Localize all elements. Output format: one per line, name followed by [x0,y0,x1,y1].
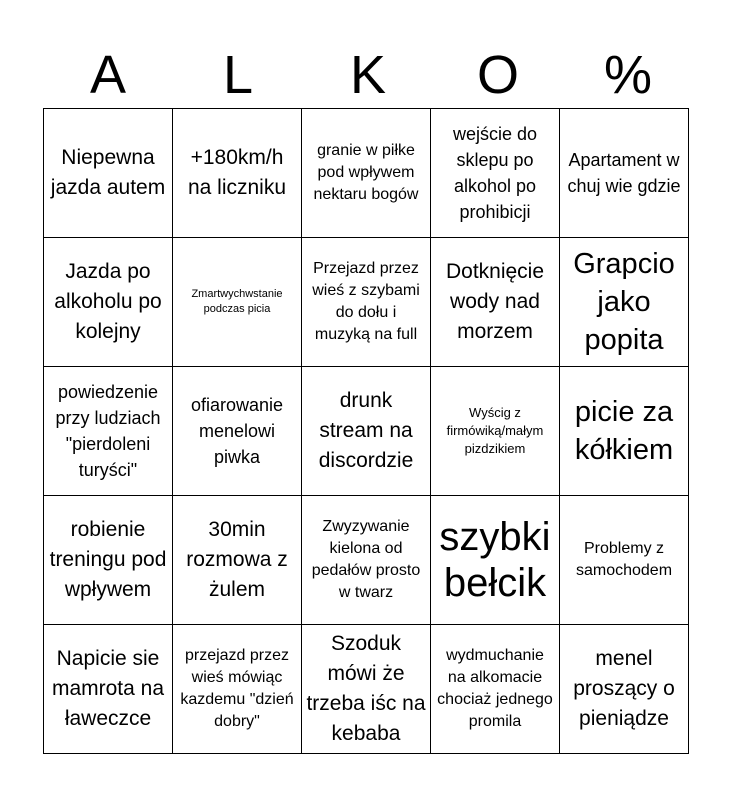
bingo-cell[interactable] [560,625,689,754]
cell-text: ofiarowanie menelowi piwka [190,395,284,467]
bingo-cell[interactable] [431,367,560,496]
header-letter-l: L [222,45,254,105]
bingo-cell[interactable] [173,109,302,238]
bingo-cell[interactable] [44,625,173,754]
bingo-cell[interactable] [431,625,560,754]
bingo-cell[interactable] [560,367,689,496]
cell-text: Zwyzywanie kielona od pedałów prosto w twarz [311,518,421,601]
bingo-cell[interactable] [560,238,689,367]
bingo-cell[interactable] [302,109,431,238]
bingo-cell[interactable] [560,496,689,625]
header-letter-percent: % [603,45,652,105]
bingo-cell[interactable] [173,238,302,367]
bingo-cell[interactable] [173,496,302,625]
cell-text: Zmartwychwstanie podczas picia [191,288,283,315]
bingo-cell[interactable] [44,238,173,367]
cell-text: Napicie sie mamrota na ławeczce [51,647,165,730]
cell-text: przejazd przez wieś mówiąc kazdemu "dzień dobry" [180,647,294,730]
header-letter-k: K [349,45,387,105]
cell-text: wejście do sklepu po alkohol po prohibicji [452,124,538,222]
cell-text: robienie treningu pod wpływem [49,518,167,601]
bingo-cell[interactable] [560,109,689,238]
cell-text: Grapcio jako popita [573,248,675,356]
bingo-cell[interactable] [44,367,173,496]
cell-text: powiedzenie przy ludziach "pierdoleni turyści" [55,382,161,480]
cell-text: picie za kółkiem [574,396,674,466]
header-letter-a: A [89,45,127,105]
bingo-cell[interactable] [302,496,431,625]
cell-text: granie w piłke pod wpływem nektaru bogów [313,142,419,203]
cell-text: 30min rozmowa z żulem [186,518,288,601]
bingo-cell[interactable] [302,625,431,754]
cell-text: Jazda po alkoholu po kolejny [54,260,162,343]
cell-text: drunk stream na discordzie [318,389,414,472]
cell-text: Apartament w chuj wie gdzie [567,150,681,196]
cell-text: Szoduk mówi że trzeba iśc na kebaba [306,632,426,745]
cell-text: Niepewna jazda autem [50,146,166,199]
cell-text: menel proszący o pieniądze [573,647,675,730]
bingo-grid [43,108,689,754]
bingo-cell[interactable] [173,367,302,496]
bingo-cell[interactable] [173,625,302,754]
bingo-cell[interactable] [44,496,173,625]
cell-text: +180km/h na liczniku [187,146,287,199]
bingo-cell[interactable] [431,109,560,238]
bingo-cell[interactable] [431,496,560,625]
bingo-cell[interactable] [44,109,173,238]
header-letter-o: O [476,45,519,105]
cell-text: Wyścig z firmówiką/małym pizdzikiem [446,405,544,456]
cell-text: Przejazd przez wieś z szybami do dołu i muzyką na full [312,260,420,343]
cell-text: wydmuchanie na alkomacie chociaż jednego promila [437,647,553,730]
bingo-cell[interactable] [302,367,431,496]
cell-text: Problemy z samochodem [575,540,673,579]
cell-text: szybki bełcik [439,515,551,605]
bingo-cell[interactable] [302,238,431,367]
bingo-header [43,42,693,108]
cell-text: Dotknięcie wody nad morzem [445,260,545,343]
bingo-cell[interactable] [431,238,560,367]
